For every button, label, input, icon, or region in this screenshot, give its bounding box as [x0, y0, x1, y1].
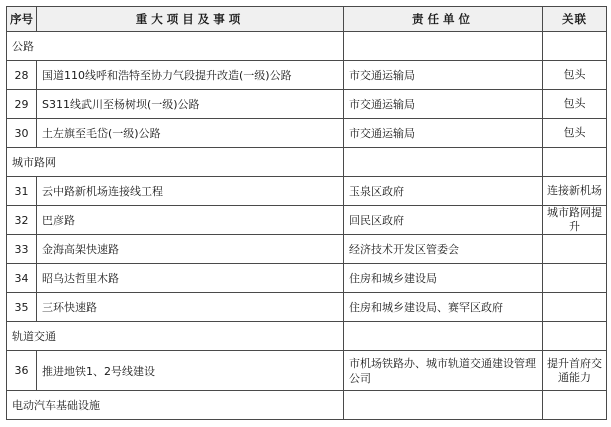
- category-row-rail-transit: [7, 322, 607, 351]
- table-row: [7, 264, 607, 293]
- row-unit: 玉泉区政府: [344, 177, 543, 206]
- row-num: 36: [7, 351, 37, 391]
- projects-table: [6, 6, 607, 420]
- row-rel: 连接新机场: [543, 177, 607, 206]
- row-rel: 包头: [543, 119, 607, 148]
- table-row: [7, 61, 607, 90]
- empty-cell: [344, 322, 543, 351]
- category-label: 轨道交通: [7, 322, 344, 351]
- row-unit: 市交通运输局: [344, 90, 543, 119]
- category-label: 电动汽车基础设施: [7, 391, 344, 420]
- table-row: [7, 206, 607, 235]
- header-unit: 责任单位: [344, 7, 543, 32]
- row-num: 30: [7, 119, 37, 148]
- row-rel: [543, 235, 607, 264]
- row-num: 34: [7, 264, 37, 293]
- row-item: 巴彦路: [37, 206, 344, 235]
- header-item: 重大项目及事项: [37, 7, 344, 32]
- row-unit: 住房和城乡建设局、赛罕区政府: [344, 293, 543, 322]
- row-num: 33: [7, 235, 37, 264]
- row-unit: 市交通运输局: [344, 119, 543, 148]
- row-item: 三环快速路: [37, 293, 344, 322]
- row-rel: 城市路网提升: [543, 206, 607, 235]
- row-item: 金海高架快速路: [37, 235, 344, 264]
- row-num: 31: [7, 177, 37, 206]
- header-seq: 序号: [7, 7, 37, 32]
- header-row: [7, 7, 607, 32]
- row-rel: 包头: [543, 90, 607, 119]
- table-row: [7, 119, 607, 148]
- table-row: [7, 90, 607, 119]
- row-item: 国道110线呼和浩特至协力气段提升改造(一级)公路: [37, 61, 344, 90]
- row-num: 32: [7, 206, 37, 235]
- table-row: [7, 351, 607, 391]
- header-rel: 关联: [543, 7, 607, 32]
- row-item: 昭乌达哲里木路: [37, 264, 344, 293]
- row-num: 35: [7, 293, 37, 322]
- row-item: 土左旗至毛岱(一级)公路: [37, 119, 344, 148]
- category-label: 公路: [7, 32, 344, 61]
- empty-cell: [543, 32, 607, 61]
- row-rel: 包头: [543, 61, 607, 90]
- row-num: 28: [7, 61, 37, 90]
- empty-cell: [543, 148, 607, 177]
- empty-cell: [344, 391, 543, 420]
- row-unit: 市交通运输局: [344, 61, 543, 90]
- row-num: 29: [7, 90, 37, 119]
- row-unit: 市机场铁路办、城市轨道交通建设管理公司: [344, 351, 543, 391]
- category-row-urban-roads: [7, 148, 607, 177]
- row-item: 推进地铁1、2号线建设: [37, 351, 344, 391]
- row-unit: 经济技术开发区管委会: [344, 235, 543, 264]
- row-rel: 提升首府交通能力: [543, 351, 607, 391]
- row-unit: 住房和城乡建设局: [344, 264, 543, 293]
- empty-cell: [543, 391, 607, 420]
- category-row-ev-infrastructure: [7, 391, 607, 420]
- empty-cell: [543, 322, 607, 351]
- empty-cell: [344, 148, 543, 177]
- empty-cell: [344, 32, 543, 61]
- row-unit: 回民区政府: [344, 206, 543, 235]
- category-label: 城市路网: [7, 148, 344, 177]
- row-item: S311线武川至杨树坝(一级)公路: [37, 90, 344, 119]
- table-row: [7, 177, 607, 206]
- row-item: 云中路新机场连接线工程: [37, 177, 344, 206]
- category-row-highway: [7, 32, 607, 61]
- row-rel: [543, 293, 607, 322]
- row-rel: [543, 264, 607, 293]
- table-row: [7, 293, 607, 322]
- table-row: [7, 235, 607, 264]
